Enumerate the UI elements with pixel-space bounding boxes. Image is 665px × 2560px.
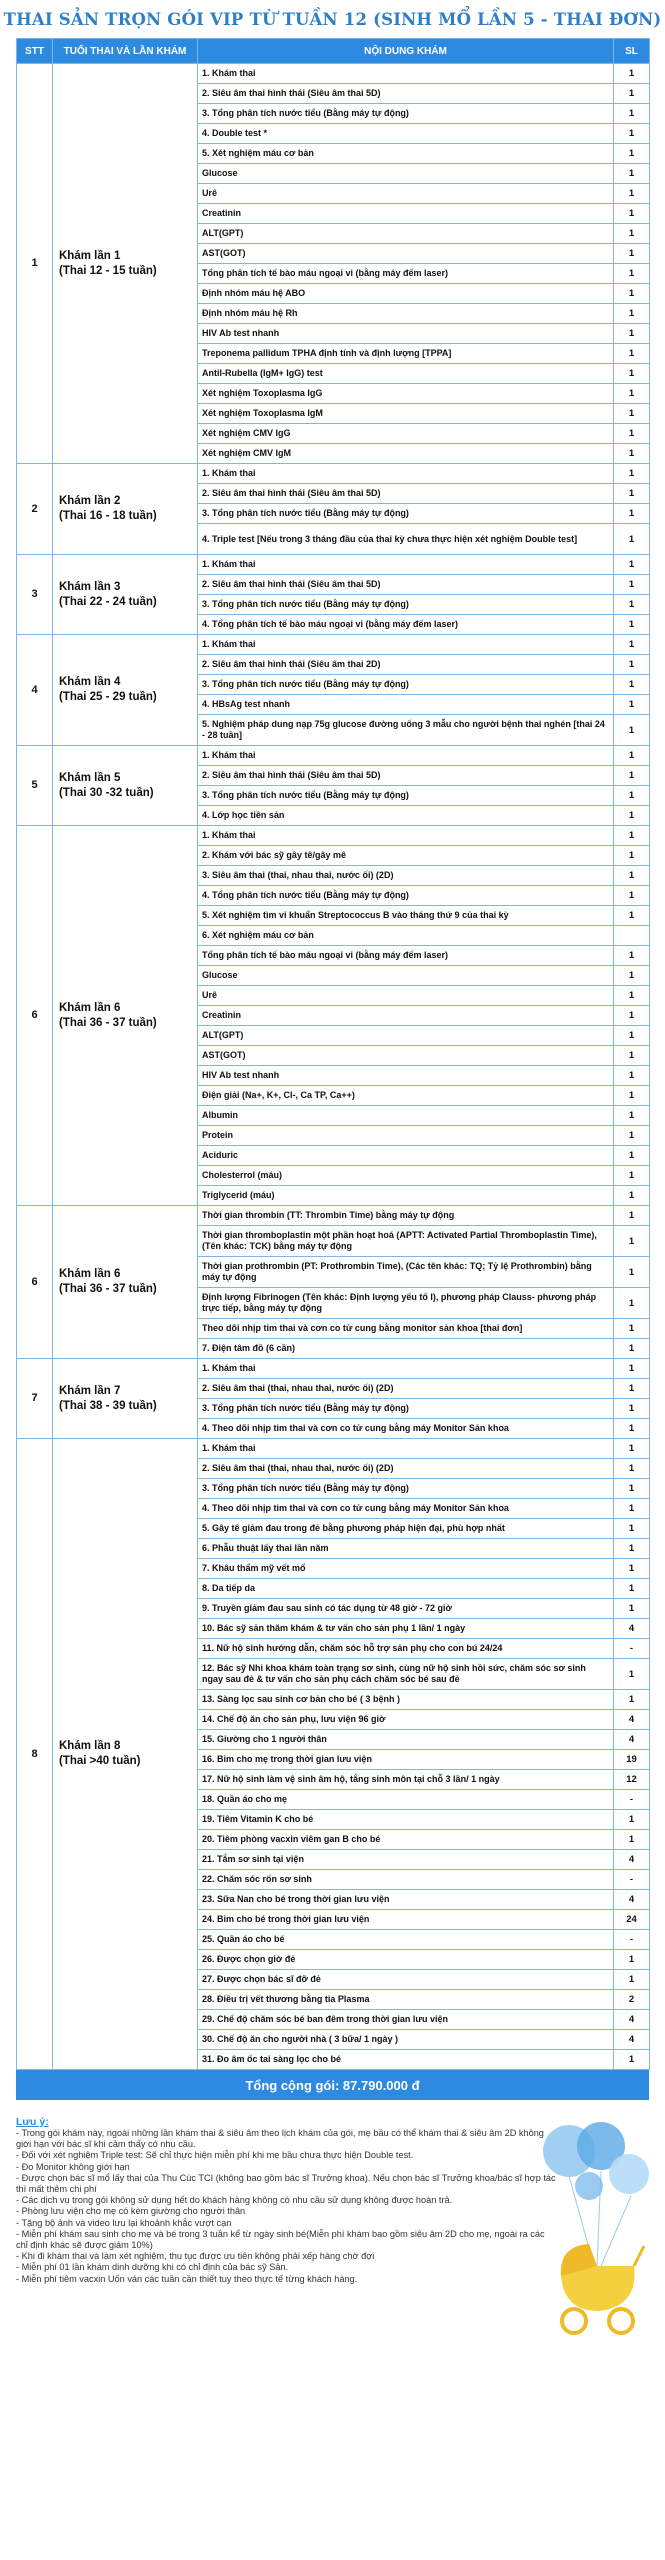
table-row (17, 635, 650, 655)
service-quantity: 2 (614, 1990, 650, 2010)
service-item: 10. Bác sỹ sản thăm khám & tư vấn cho sản phụ 1 lần/ 1 ngày (198, 1619, 614, 1639)
visit-label: Khám lần 6 (59, 1268, 121, 1280)
service-item: 3. Tổng phân tích nước tiểu (Bằng máy tự động) (198, 1479, 614, 1499)
service-item: 1. Khám thai (198, 1439, 614, 1459)
service-quantity: 1 (614, 1690, 650, 1710)
service-quantity: - (614, 1870, 650, 1890)
table-row (17, 464, 650, 484)
service-item: Cholesterrol (máu) (198, 1166, 614, 1186)
service-quantity: 1 (614, 966, 650, 986)
service-item: Glucose (198, 966, 614, 986)
service-item: Xét nghiệm Toxoplasma IgG (198, 384, 614, 404)
column-header-qty: SL (614, 39, 650, 64)
service-quantity: 1 (614, 786, 650, 806)
table-row (17, 746, 650, 766)
note-item: - Miễn phí 01 lần khám dinh dưỡng khi có chỉ định của bác sỹ Sản. (16, 2262, 289, 2273)
service-item: 2. Siêu âm thai hình thái (Siêu âm thai 2D) (198, 655, 614, 675)
service-item: 4. Triple test [Nếu trong 3 tháng đầu của thai kỳ chưa thực hiện xét nghiệm Double test] (198, 524, 614, 555)
service-item: 2. Siêu âm thai (thai, nhau thai, nước ối) (2D) (198, 1459, 614, 1479)
service-item: Protein (198, 1126, 614, 1146)
table-row (17, 1439, 650, 1459)
service-item: Định nhóm máu hệ ABO (198, 284, 614, 304)
service-item: 1. Khám thai (198, 635, 614, 655)
group-number: 5 (17, 746, 53, 826)
service-quantity: 1 (614, 264, 650, 284)
service-item: 6. Xét nghiệm máu cơ bản (198, 926, 614, 946)
service-quantity: 1 (614, 1379, 650, 1399)
service-quantity: 1 (614, 1206, 650, 1226)
service-quantity: 1 (614, 1106, 650, 1126)
service-item: Xét nghiệm Toxoplasma IgM (198, 404, 614, 424)
column-header-visit: TUỔI THAI VÀ LẦN KHÁM (53, 39, 198, 64)
service-quantity: 1 (614, 695, 650, 715)
service-quantity: 1 (614, 1479, 650, 1499)
service-item: 1. Khám thai (198, 464, 614, 484)
service-quantity: 1 (614, 946, 650, 966)
visit-label: Khám lần 7 (59, 1384, 121, 1397)
service-quantity: 1 (614, 1026, 650, 1046)
service-item: 16. Bỉm cho mẹ trong thời gian lưu viện (198, 1750, 614, 1770)
service-item: 27. Được chọn bác sĩ đỡ đẻ (198, 1970, 614, 1990)
service-quantity: 1 (614, 1970, 650, 1990)
service-item: AST(GOT) (198, 244, 614, 264)
service-item: 5. Xét nghiệm tìm vi khuẩn Streptococcus B vào tháng thứ 9 của thai kỳ (198, 906, 614, 926)
visit-weeks: (Thai 36 - 37 tuần) (59, 1283, 157, 1295)
service-quantity: 1 (614, 124, 650, 144)
group-number: 8 (17, 1439, 53, 2070)
note-item: - Phòng lưu viện cho mẹ có kèm giường cho người thân (16, 2206, 246, 2217)
service-item: 26. Được chọn giờ đẻ (198, 1950, 614, 1970)
service-quantity: 1 (614, 575, 650, 595)
group-number: 6 (17, 826, 53, 1206)
service-quantity: 1 (614, 1559, 650, 1579)
service-item: 20. Tiêm phòng vacxin viêm gan B cho bé (198, 1830, 614, 1850)
service-item: Urê (198, 184, 614, 204)
service-quantity (614, 926, 650, 946)
service-item: Tổng phân tích tế bào máu ngoại vi (bằng máy đếm laser) (198, 946, 614, 966)
service-quantity: 1 (614, 1126, 650, 1146)
service-quantity: 1 (614, 846, 650, 866)
service-item: 4. Lớp học tiền sản (198, 806, 614, 826)
service-quantity: 1 (614, 1539, 650, 1559)
visit-cell (53, 464, 198, 555)
group-number: 1 (17, 64, 53, 464)
service-quantity: 1 (614, 1399, 650, 1419)
service-quantity: 1 (614, 84, 650, 104)
service-item: 12. Bác sỹ Nhi khoa khám toàn trạng sơ sinh, cùng nữ hộ sinh hồi sức, chăm sóc sơ sinh ngay sau đẻ & tư vấn cho sản phụ cách chăm sóc bé sau đẻ (198, 1659, 614, 1690)
table-row (17, 64, 650, 84)
service-item: Điện giải (Na+, K+, Cl-, Ca TP, Ca++) (198, 1086, 614, 1106)
baby-stroller-balloons-illustration (539, 2116, 649, 2346)
service-quantity: 1 (614, 1659, 650, 1690)
service-quantity: 1 (614, 1086, 650, 1106)
service-quantity: 4 (614, 2030, 650, 2050)
service-item: Thời gian thrombin (TT: Thrombin Time) bằng máy tự động (198, 1206, 614, 1226)
service-item: 18. Quần áo cho mẹ (198, 1790, 614, 1810)
service-quantity: 4 (614, 1619, 650, 1639)
service-quantity: 1 (614, 986, 650, 1006)
service-item: Aciduric (198, 1146, 614, 1166)
service-item: Tổng phân tích tế bào máu ngoại vi (bằng máy đếm laser) (198, 264, 614, 284)
service-item: ALT(GPT) (198, 1026, 614, 1046)
service-item: 2. Siêu âm thai hình thái (Siêu âm thai 5D) (198, 766, 614, 786)
service-quantity: 4 (614, 1850, 650, 1870)
service-item: AST(GOT) (198, 1046, 614, 1066)
service-item: 25. Quần áo cho bé (198, 1930, 614, 1950)
service-quantity: 1 (614, 284, 650, 304)
service-item: 5. Gây tê giảm đau trong đẻ bằng phương pháp hiện đại, phù hợp nhất (198, 1519, 614, 1539)
service-item: 24. Bỉm cho bé trong thời gian lưu viện (198, 1910, 614, 1930)
service-item: 5. Xét nghiệm máu cơ bản (198, 144, 614, 164)
service-item: Urê (198, 986, 614, 1006)
service-item: HIV Ab test nhanh (198, 324, 614, 344)
service-quantity: 12 (614, 1770, 650, 1790)
service-quantity: 1 (614, 866, 650, 886)
service-item: 1. Khám thai (198, 555, 614, 575)
service-item: 13. Sàng lọc sau sinh cơ bản cho bé ( 3 bệnh ) (198, 1690, 614, 1710)
service-item: 3. Tổng phân tích nước tiểu (Bằng máy tự động) (198, 786, 614, 806)
service-quantity: 1 (614, 635, 650, 655)
group-number: 6 (17, 1206, 53, 1359)
service-item: 8. Da tiếp da (198, 1579, 614, 1599)
service-item: 19. Tiêm Vitamin K cho bé (198, 1810, 614, 1830)
price-table (16, 38, 650, 2070)
service-quantity: 1 (614, 1579, 650, 1599)
service-item: 2. Siêu âm thai hình thái (Siêu âm thai 5D) (198, 575, 614, 595)
visit-cell (53, 1359, 198, 1439)
service-item: 17. Nữ hộ sinh làm vệ sinh âm hộ, tắng sinh môn tại chỗ 3 lần/ 1 ngày (198, 1770, 614, 1790)
service-item: Triglycerid (máu) (198, 1186, 614, 1206)
service-item: 29. Chế độ chăm sóc bé ban đêm trong thời gian lưu viện (198, 2010, 614, 2030)
service-item: 3. Tổng phân tích nước tiểu (Bằng máy tự động) (198, 504, 614, 524)
service-item: Glucose (198, 164, 614, 184)
column-header-content: NỘI DUNG KHÁM (198, 39, 614, 64)
note-item: - Miễn phí khám sau sinh cho mẹ và bé trong 3 tuần kể từ ngày sinh bé(Miễn phí khám bao gồm siêu âm 2D cho mẹ, ngoài ra các chỉ định khác sẽ được giảm 10%) (16, 2228, 545, 2251)
note-item: - Tặng bộ ảnh và video lưu lại khoảnh khắc vượt cạn (16, 2217, 232, 2228)
visit-label: Khám lần 6 (59, 1001, 121, 1014)
service-quantity: 4 (614, 1730, 650, 1750)
service-item: 2. Siêu âm thai (thai, nhau thai, nước ối) (2D) (198, 1379, 614, 1399)
note-item: - Các dịch vụ trong gói không sử dụng hết do khách hàng không có nhu cầu sử dụng không được hoàn trả. (16, 2195, 453, 2206)
column-header-stt: STT (17, 39, 53, 64)
service-quantity: 1 (614, 64, 650, 84)
visit-label: Khám lần 3 (59, 580, 121, 593)
service-item: 3. Tổng phân tích nước tiểu (Bằng máy tự động) (198, 675, 614, 695)
visit-label: Khám lần 4 (59, 676, 121, 688)
service-quantity: 4 (614, 1890, 650, 1910)
service-item: 1. Khám thai (198, 826, 614, 846)
service-item: 3. Tổng phân tích nước tiểu (Bằng máy tự động) (198, 1399, 614, 1419)
service-quantity: 1 (614, 806, 650, 826)
service-quantity: 1 (614, 1459, 650, 1479)
service-quantity: 1 (614, 1419, 650, 1439)
visit-cell (53, 746, 198, 826)
service-item: Thời gian thromboplastin một phần hoạt hoá (APTT: Activated Partial Thromboplastin Time), (Tên khác: TCK) bằng máy tự động (198, 1226, 614, 1257)
service-quantity: 1 (614, 1066, 650, 1086)
visit-label: Khám lần 2 (59, 495, 121, 507)
note-item: - Miễn phí tiêm vacxin Uốn ván các tuần cần thiết tuy theo thực tế từng khách hàng. (16, 2273, 358, 2284)
service-item: 2. Siêu âm thai hình thái (Siêu âm thai 5D) (198, 84, 614, 104)
service-item: 1. Khám thai (198, 64, 614, 84)
table-row (17, 826, 650, 846)
service-quantity: 1 (614, 1339, 650, 1359)
service-quantity: - (614, 1930, 650, 1950)
price-table-wrapper (16, 38, 649, 2070)
visit-weeks: (Thai 38 - 39 tuần) (59, 1399, 157, 1412)
service-item: 5. Nghiệm pháp dung nạp 75g glucose đường uống 3 mẫu cho người bệnh thai nghén [thai 24 - 28 tuần] (198, 715, 614, 746)
service-item: 3. Tổng phân tích nước tiểu (Bằng máy tự động) (198, 104, 614, 124)
service-quantity: 4 (614, 2010, 650, 2030)
service-item: 22. Chăm sóc rốn sơ sinh (198, 1870, 614, 1890)
service-quantity: 1 (614, 104, 650, 124)
group-number: 3 (17, 555, 53, 635)
service-quantity: 1 (614, 675, 650, 695)
service-quantity: 1 (614, 886, 650, 906)
service-item: 21. Tắm sơ sinh tại viện (198, 1850, 614, 1870)
service-item: Định nhóm máu hệ Rh (198, 304, 614, 324)
notes-title: Lưu ý: (16, 2116, 49, 2128)
service-quantity: 1 (614, 555, 650, 575)
service-item: Albumin (198, 1106, 614, 1126)
visit-label: Khám lần 5 (59, 771, 121, 784)
service-quantity: 1 (614, 1288, 650, 1319)
visit-weeks: (Thai >40 tuần) (59, 1755, 141, 1767)
service-quantity: 19 (614, 1750, 650, 1770)
service-quantity: 1 (614, 1146, 650, 1166)
group-number: 2 (17, 464, 53, 555)
service-item: 2. Khám với bác sỹ gây tê/gây mê (198, 846, 614, 866)
service-quantity: 1 (614, 504, 650, 524)
service-item: Thời gian prothrombin (PT: Prothrombin Time), (Các tên khác: TQ; Tỷ lệ Prothrombin) bằng máy tự động (198, 1257, 614, 1288)
service-quantity: 1 (614, 655, 650, 675)
service-quantity: 1 (614, 1226, 650, 1257)
note-item: - Trong gói khám này, ngoài những lần khám thai & siêu âm theo lịch khám của gói, mẹ bầu có thể khám thai & siêu âm 2D không giới hạn với bác sĩ khi cảm thấy có nhu cầu. (16, 2128, 544, 2150)
service-quantity: 1 (614, 1257, 650, 1288)
service-item: Xét nghiệm CMV IgM (198, 444, 614, 464)
table-row (17, 1206, 650, 1226)
service-quantity: 1 (614, 906, 650, 926)
service-item: 9. Truyền giảm đau sau sinh có tác dụng từ 48 giờ - 72 giờ (198, 1599, 614, 1619)
visit-weeks: (Thai 12 - 15 tuần) (59, 264, 157, 277)
visit-cell (53, 1439, 198, 2070)
visit-cell (53, 555, 198, 635)
service-item: 4. Tổng phân tích tế bào máu ngoại vi (bằng máy đếm laser) (198, 615, 614, 635)
service-quantity: 1 (614, 715, 650, 746)
visit-cell (53, 64, 198, 464)
service-quantity: 1 (614, 1499, 650, 1519)
service-item: 3. Siêu âm thai (thai, nhau thai, nước ối) (2D) (198, 866, 614, 886)
service-quantity: 1 (614, 1519, 650, 1539)
visit-label: Khám lần 1 (59, 249, 121, 262)
service-item: 7. Khâu thẩm mỹ vết mổ (198, 1559, 614, 1579)
service-quantity: 1 (614, 1046, 650, 1066)
visit-cell (53, 1206, 198, 1359)
visit-weeks: (Thai 25 - 29 tuần) (59, 691, 157, 703)
service-item: 31. Đo âm ốc tai sàng lọc cho bé (198, 2050, 614, 2070)
visit-weeks: (Thai 36 - 37 tuần) (59, 1016, 157, 1029)
service-quantity: 4 (614, 1710, 650, 1730)
visit-cell (53, 635, 198, 746)
table-row (17, 555, 650, 575)
service-item: ALT(GPT) (198, 224, 614, 244)
service-quantity: 1 (614, 484, 650, 504)
service-item: 23. Sữa Nan cho bé trong thời gian lưu viện (198, 1890, 614, 1910)
service-quantity: 1 (614, 826, 650, 846)
service-item: 4. HBsAg test nhanh (198, 695, 614, 715)
service-item: Treponema pallidum TPHA định tính và định lượng [TPPA] (198, 344, 614, 364)
note-item: - Được chọn bác sĩ mổ lấy thai của Thu Cúc TCI (không bao gồm bác sĩ Trưởng khoa). Nếu chọn bác sĩ Trưởng khoa/bác sĩ hợp tác thì mất thêm chi phí (16, 2172, 556, 2195)
service-item: 4. Theo dõi nhịp tim thai và cơn co tử cung bằng máy Monitor Sản khoa (198, 1499, 614, 1519)
service-quantity: 1 (614, 444, 650, 464)
service-quantity: 1 (614, 2050, 650, 2070)
note-item: - Đo Monitor không giới hạn (16, 2161, 130, 2172)
notes-section (16, 2116, 649, 2356)
service-item: 4. Tổng phân tích nước tiểu (Bằng máy tự động) (198, 886, 614, 906)
service-quantity: 1 (614, 324, 650, 344)
service-quantity: 1 (614, 1166, 650, 1186)
service-quantity: 1 (614, 1186, 650, 1206)
total-price-bar: Tổng cộng gói: 87.790.000 đ (16, 2070, 649, 2100)
table-header (17, 39, 650, 64)
service-quantity: - (614, 1639, 650, 1659)
service-quantity: 1 (614, 424, 650, 444)
service-quantity: 1 (614, 766, 650, 786)
service-quantity: 1 (614, 1810, 650, 1830)
service-item: 4. Theo dõi nhịp tim thai và cơn co tử cung bằng máy Monitor Sản khoa (198, 1419, 614, 1439)
service-item: Creatinin (198, 1006, 614, 1026)
service-quantity: 1 (614, 144, 650, 164)
service-quantity: 1 (614, 1830, 650, 1850)
service-item: Xét nghiệm CMV IgG (198, 424, 614, 444)
service-item: 15. Giường cho 1 người thân (198, 1730, 614, 1750)
visit-weeks: (Thai 22 - 24 tuần) (59, 595, 157, 608)
service-quantity: 1 (614, 244, 650, 264)
service-item: 3. Tổng phân tích nước tiểu (Bằng máy tự động) (198, 595, 614, 615)
service-quantity: 1 (614, 344, 650, 364)
service-quantity: 1 (614, 384, 650, 404)
service-item: Theo dõi nhịp tim thai và cơn co tử cung bằng monitor sản khoa [thai đơn] (198, 1319, 614, 1339)
service-quantity: 1 (614, 1439, 650, 1459)
service-item: 4. Double test * (198, 124, 614, 144)
service-quantity: 1 (614, 364, 650, 384)
service-item: HIV Ab test nhanh (198, 1066, 614, 1086)
note-item: - Khi đi khám thai và làm xét nghiệm, thu tục được ưu tiên không phải xếp hàng chờ đợi (16, 2251, 375, 2262)
service-quantity: 1 (614, 524, 650, 555)
service-quantity: 1 (614, 164, 650, 184)
service-quantity: 1 (614, 184, 650, 204)
service-item: 7. Điện tâm đồ (6 cần) (198, 1339, 614, 1359)
service-item: Antil-Rubella (IgM+ IgG) test (198, 364, 614, 384)
service-quantity: 1 (614, 746, 650, 766)
service-quantity: 1 (614, 404, 650, 424)
service-item: 28. Điều trị vết thương bằng tia Plasma (198, 1990, 614, 2010)
group-number: 7 (17, 1359, 53, 1439)
service-quantity: 1 (614, 1950, 650, 1970)
visit-cell (53, 826, 198, 1206)
service-quantity: 1 (614, 1599, 650, 1619)
table-row (17, 1359, 650, 1379)
page-title: THAI SẢN TRỌN GÓI VIP TỪ TUẦN 12 (SINH MỔ LẦN 5 - THAI ĐƠN) (3, 9, 662, 29)
service-quantity: - (614, 1790, 650, 1810)
service-item: 1. Khám thai (198, 746, 614, 766)
service-item: Định lượng Fibrinogen (Tên khác: Định lượng yếu tố I), phương pháp Clauss- phương pháp trực tiếp, bằng máy tự động (198, 1288, 614, 1319)
visit-weeks: (Thai 30 -32 tuần) (59, 786, 154, 799)
service-quantity: 1 (614, 1319, 650, 1339)
service-item: 14. Chế độ ăn cho sản phụ, lưu viện 96 giờ (198, 1710, 614, 1730)
note-item: - Đối với xét nghiệm Triple test: Sẽ chỉ thực hiện miễn phí khi mẹ bầu chưa thực hiện Double test. (16, 2150, 414, 2161)
visit-weeks: (Thai 16 - 18 tuần) (59, 510, 157, 522)
service-quantity: 1 (614, 224, 650, 244)
service-quantity: 1 (614, 1006, 650, 1026)
service-quantity: 1 (614, 304, 650, 324)
service-item: Creatinin (198, 204, 614, 224)
service-quantity: 1 (614, 204, 650, 224)
service-quantity: 24 (614, 1910, 650, 1930)
service-item: 2. Siêu âm thai hình thái (Siêu âm thai 5D) (198, 484, 614, 504)
service-quantity: 1 (614, 464, 650, 484)
service-quantity: 1 (614, 615, 650, 635)
service-item: 6. Phẫu thuật lấy thai lần năm (198, 1539, 614, 1559)
visit-label: Khám lần 8 (59, 1740, 121, 1752)
service-item: 30. Chế độ ăn cho người nhà ( 3 bữa/ 1 ngày ) (198, 2030, 614, 2050)
service-item: 1. Khám thai (198, 1359, 614, 1379)
service-quantity: 1 (614, 595, 650, 615)
group-number: 4 (17, 635, 53, 746)
service-quantity: 1 (614, 1359, 650, 1379)
service-item: 11. Nữ hộ sinh hướng dẫn, chăm sóc hỗ trợ sản phụ cho con bú 24/24 (198, 1639, 614, 1659)
table-body (17, 64, 650, 2070)
